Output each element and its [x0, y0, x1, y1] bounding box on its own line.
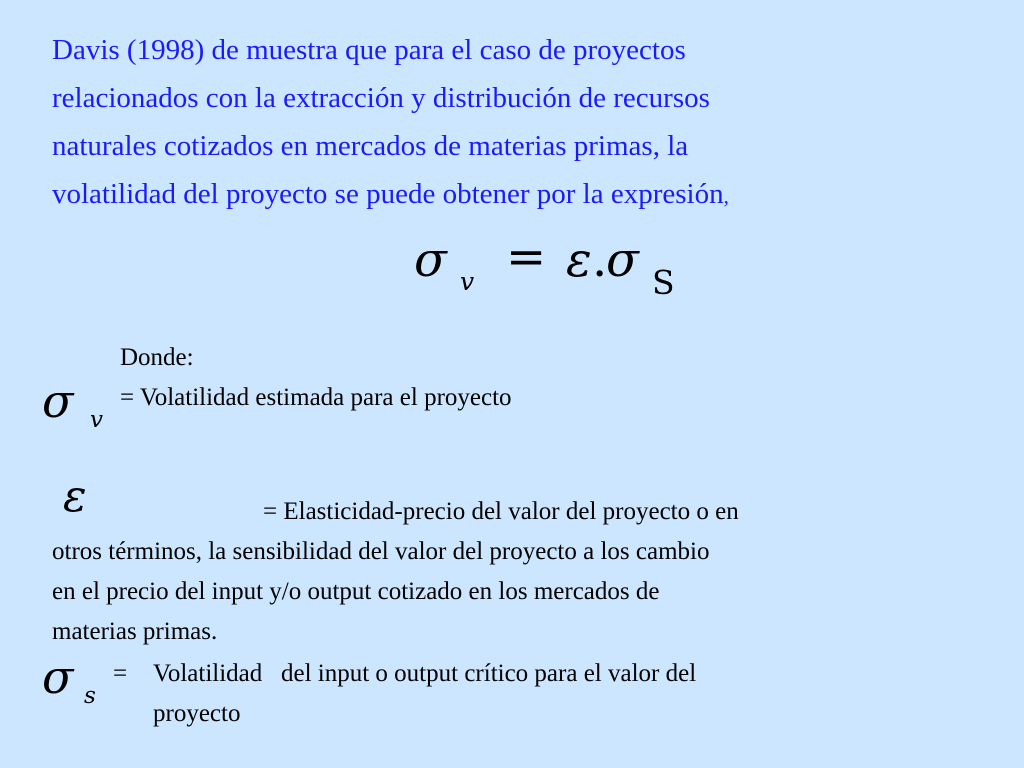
- elasticity-definition-line: en el precio del input y/o output cotizado en los mercados de: [52, 578, 660, 605]
- definitions-label: Donde:: [120, 344, 194, 371]
- main-volatility-formula: [414, 230, 694, 310]
- intro-comma: ,: [723, 184, 729, 208]
- intro-last-line: [52, 170, 992, 220]
- sigma-v-definition: = Volatilidad estimada para el proyecto: [120, 384, 512, 411]
- formula-epsilon: ε: [566, 232, 592, 288]
- intro-paragraph: [52, 26, 992, 220]
- elasticity-definition-line: materias primas.: [52, 618, 218, 645]
- epsilon-symbol-glyph: ε: [63, 471, 87, 522]
- formula-sigma-s: σ: [606, 232, 639, 288]
- critical-volatility-line: proyecto: [153, 700, 241, 727]
- elasticity-definition: [52, 492, 972, 652]
- sigma-v-symbol-sigma: σ: [42, 374, 74, 428]
- formula-sigma-v: σ: [414, 232, 447, 288]
- formula-dot: .: [592, 232, 608, 288]
- intro-line: Davis (1998) de muestra que para el caso de proyectos: [52, 34, 686, 66]
- sigma-v-symbol-subscript: v: [90, 407, 103, 433]
- critical-volatility-definition: [113, 654, 696, 734]
- elasticity-definition-line: otros términos, la sensibilidad del valor del proyecto a los cambio: [52, 538, 710, 565]
- sigma-s-symbol: [42, 652, 112, 718]
- sigma-s-symbol-sigma: σ: [42, 650, 74, 704]
- sigma-s-symbol-subscript: s: [84, 683, 96, 709]
- critical-volatility-line: Volatilidad del input o output crítico para el valor del: [153, 660, 697, 687]
- formula-equals-sign: =: [506, 229, 547, 285]
- critical-volatility-equals: =: [113, 660, 128, 687]
- intro-line-text: volatilidad del proyecto se puede obtener por la expresión: [52, 178, 724, 210]
- formula-subscript-v: v: [460, 267, 475, 296]
- intro-line: relacionados con la extracción y distribución de recursos: [52, 82, 710, 114]
- intro-line: naturales cotizados en mercados de materias primas, la: [52, 130, 689, 162]
- formula-subscript-s: S: [652, 263, 675, 302]
- sigma-v-symbol: [42, 370, 114, 440]
- elasticity-definition-line: = Elasticidad-precio del valor del proyecto o en: [263, 498, 739, 525]
